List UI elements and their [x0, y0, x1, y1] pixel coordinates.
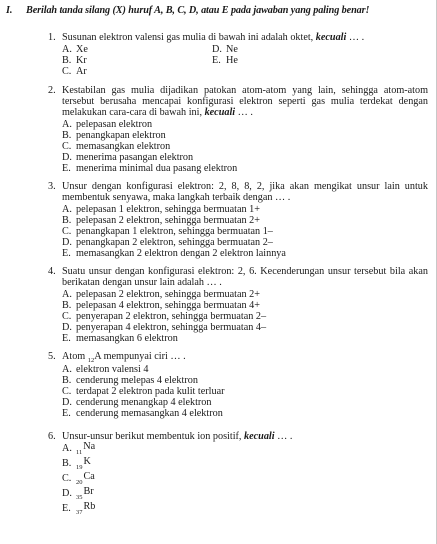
option-list	[62, 44, 428, 77]
element-symbol: Na	[83, 441, 96, 452]
option-a[interactable]: A. pelepasan 2 elektron, sehingga bermuatan 2+	[62, 289, 260, 300]
section-instruction: Berilah tanda silang (X) huruf A, B, C, D, atau E pada jawaban yang paling benar!	[26, 5, 370, 16]
option-e[interactable]: E. memasangkan 2 elektron dengan 2 elektron lainnya	[62, 248, 286, 259]
option-list	[62, 204, 428, 259]
question-stem: Suatu unsur dengan konfigurasi elektron: 2, 6. Kecenderungan unsur tersebut bila akan berikatan dengan unsur lain adalah … .	[62, 266, 428, 288]
question-5	[48, 351, 428, 419]
option-b[interactable]: B. $_{19}$K	[62, 456, 91, 471]
section-number: I.	[6, 5, 13, 16]
question-number: 3.	[48, 181, 56, 192]
question-stem: Kestabilan gas mulia dijadikan patokan atom-atom yang lain, sehingga atom-atom tersebut berusaha mencapai konfigurasi elektron seperti gas mulia terdekat dengan melakukan cara-cara di bawah ini, kecuali … .	[62, 85, 428, 118]
atomic-number: 35	[76, 494, 83, 501]
option-c[interactable]: C. Ar	[62, 66, 87, 77]
atomic-number: 12	[87, 357, 95, 364]
question-3	[48, 181, 428, 259]
option-list	[62, 364, 428, 419]
option-list	[62, 443, 428, 518]
option-d[interactable]: D. $_{35}$Br	[62, 486, 94, 501]
question-stem: Unsur-unsur berikut membentuk ion positif, kecuali … .	[62, 431, 293, 442]
option-d[interactable]: D. penangkapan 2 elektron, sehingga bermuatan 2–	[62, 237, 273, 248]
section-heading	[6, 5, 369, 16]
element-symbol: Ca	[83, 471, 95, 482]
question-number: 5.	[48, 351, 56, 362]
question-2	[48, 85, 428, 174]
option-list	[62, 119, 428, 174]
option-b[interactable]: B. cenderung melepas 4 elektron	[62, 375, 198, 386]
option-c[interactable]: C. memasangkan elektron	[62, 141, 171, 152]
option-e[interactable]: E. memasangkan 6 elektron	[62, 333, 178, 344]
question-number: 2.	[48, 85, 56, 96]
option-a[interactable]: A. pelepasan elektron	[62, 119, 153, 130]
element-symbol: K	[83, 456, 91, 467]
option-d[interactable]: D. Ne	[212, 44, 238, 55]
question-number: 6.	[48, 431, 56, 442]
option-a[interactable]: A. pelepasan 1 elektron, sehingga bermuatan 1+	[62, 204, 260, 215]
option-b[interactable]: B. Kr	[62, 55, 87, 66]
option-c[interactable]: C. penyerapan 2 elektron, sehingga bermuatan 2–	[62, 311, 267, 322]
option-a[interactable]: A. elektron valensi 4	[62, 364, 149, 375]
question-4	[48, 266, 428, 344]
option-a[interactable]: A. Xe	[62, 44, 88, 55]
atomic-number: 19	[76, 464, 83, 471]
question-stem: Susunan elektron valensi gas mulia di bawah ini adalah oktet, kecuali … .	[62, 32, 365, 43]
option-b[interactable]: B. pelepasan 4 elektron, sehingga bermuatan 4+	[62, 300, 260, 311]
option-a[interactable]: A. $_{11}$Na	[62, 441, 96, 456]
option-e[interactable]: E. $_{37}$Rb	[62, 501, 96, 516]
question-number: 1.	[48, 32, 56, 43]
element-symbol: Br	[83, 486, 94, 497]
kecuali-emphasis: kecuali	[244, 431, 275, 442]
option-d[interactable]: D. cenderung menangkap 4 elektron	[62, 397, 212, 408]
option-b[interactable]: B. penangkapan elektron	[62, 130, 166, 141]
kecuali-emphasis: kecuali	[204, 107, 236, 118]
option-c[interactable]: C. $_{20}$Ca	[62, 471, 95, 486]
option-list	[62, 289, 428, 344]
option-d[interactable]: D. penyerapan 4 elektron, sehingga bermuatan 4–	[62, 322, 267, 333]
question-1	[48, 32, 428, 77]
question-stem: Atom $_{12}$A mempunyai ciri … .	[62, 351, 186, 364]
option-e[interactable]: E. He	[212, 55, 238, 66]
atomic-number: 37	[76, 509, 83, 516]
question-6	[48, 431, 428, 518]
option-b[interactable]: B. pelepasan 2 elektron, sehingga bermuatan 2+	[62, 215, 260, 226]
atomic-number: 20	[76, 479, 83, 486]
question-number: 4.	[48, 266, 56, 277]
option-c[interactable]: C. penangkapan 1 elektron, sehingga bermuatan 1–	[62, 226, 273, 237]
option-e[interactable]: E. cenderung memasangkan 4 elektron	[62, 408, 223, 419]
option-c[interactable]: C. terdapat 2 elektron pada kulit terluar	[62, 386, 225, 397]
option-e[interactable]: E. menerima minimal dua pasang elektron	[62, 163, 238, 174]
question-stem: Unsur dengan konfigurasi elektron: 2, 8, 8, 2, jika akan mengikat unsur lain untuk membentuk senyawa, maka langkah terbaik dengan … .	[62, 181, 428, 203]
option-d[interactable]: D. menerima pasangan elektron	[62, 152, 194, 163]
element-symbol: Rb	[83, 501, 96, 512]
kecuali-emphasis: kecuali	[315, 32, 347, 43]
atomic-number: 11	[76, 449, 83, 456]
